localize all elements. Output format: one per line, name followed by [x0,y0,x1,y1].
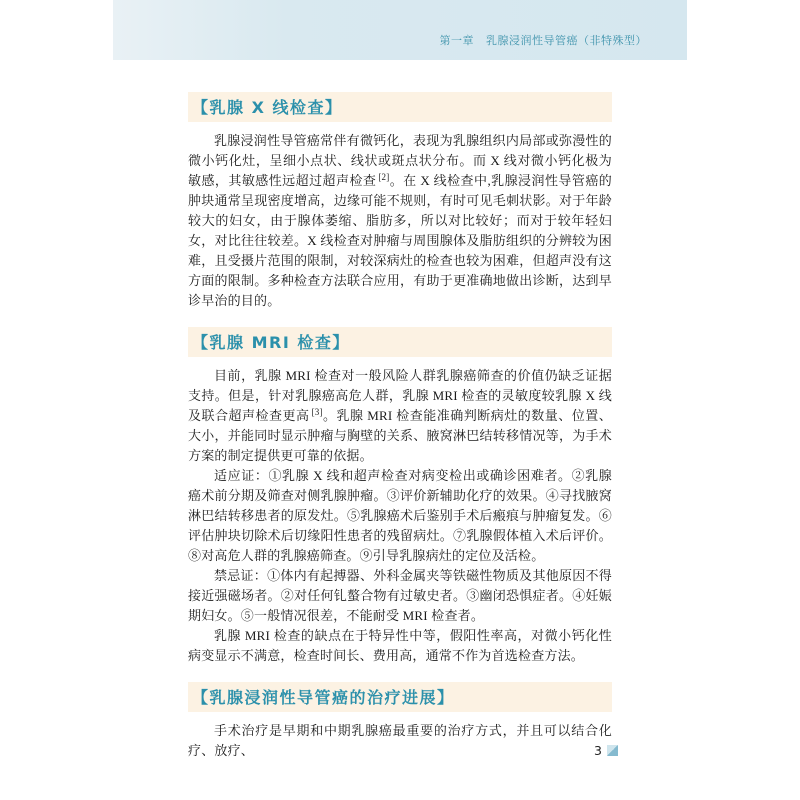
chapter-label: 第一章 [439,34,474,47]
paragraph-text: 。在 X 线检查中,乳腺浸润性导管癌的肿块通常呈现密度增高，边缘可能不规则，有时可见毛刺状影。对于年龄较大的妇女，由于腺体萎缩、脂肪多，所以对比较好；而对于较年轻妇女，对比往往较差。X 线检查对肿瘤与周围腺体及脂肪组织的分辨较为困难，且受摄片范围的限制，对较深病灶的检查也较为困难，但超声没有这方面的限制。多种检查方法联合应用，有助于更准确地做出诊断，达到早诊早治的目的。 [188,173,612,308]
section-heading-treatment-progress: 【乳腺浸润性导管癌的治疗进展】 [188,682,612,712]
page-number: 3 [594,743,602,758]
paragraph-mri-drawbacks: 乳腺 MRI 检查的缺点在于特异性中等，假阳性率高，对微小钙化性病变显示不满意，检查时间长、费用高，通常不作为首选检查方法。 [188,628,612,663]
page-content [188,60,612,761]
corner-square-icon [607,745,618,756]
section-heading-mri-exam: 【乳腺 MRI 检查】 [188,327,612,357]
paragraph-mri-intro [188,366,612,466]
paragraph-treatment: 手术治疗是早期和中期乳腺癌最重要的治疗方式，并且可以结合化疗、放疗、 [188,723,612,758]
paragraph-mri-contraindications: 禁忌证：①体内有起搏器、外科金属夹等铁磁性物质及其他原因不得接近强磁场者。②对任何钆螯合物有过敏史者。③幽闭恐惧症者。④妊娠期妇女。⑤一般情况很差，不能耐受 MRI 检查者。 [188,568,612,623]
citation-marker-3: [3] [311,406,323,417]
running-header-band [113,0,687,60]
paragraph-text: 。乳腺 MRI 检查能准确判断病灶的数量、位置、大小，并能同时显示肿瘤与胸壁的关系、腋窝淋巴结转移情况等，为手术方案的制定提供更可靠的依据。 [188,408,612,463]
paragraph-mri-indications: 适应证：①乳腺 X 线和超声检查对病变检出或确诊困难者。②乳腺癌术前分期及筛查对侧乳腺肿瘤。③评价新辅助化疗的效果。④寻找腋窝淋巴结转移患者的原发灶。⑤乳腺癌术后鉴别手术后瘢痕与肿瘤复发。⑥评估肿块切除术后切缘阳性患者的残留病灶。⑦乳腺假体植入术后评价。⑧对高危人群的乳腺癌筛查。⑨引导乳腺病灶的定位及活检。 [188,468,612,563]
page-footer [188,743,618,758]
paragraph-text: 乳腺浸润性导管癌常伴有微钙化，表现为乳腺组织内局部或弥漫性的微小钙化灶，呈细小点状、线状或斑点状分布。而 X 线对微小钙化极为敏感，其敏感性远超过超声检查 [188,133,612,188]
paragraph-xray [188,131,612,311]
chapter-title: 乳腺浸润性导管癌（非特殊型） [486,34,647,47]
section-heading-xray-exam: 【乳腺 X 线检查】 [188,92,612,122]
citation-marker-2: [2] [378,171,390,182]
paragraph-text: 目前，乳腺 MRI 检查对一般风险人群乳腺癌筛查的价值仍缺乏证据支持。但是，针对乳腺癌高危人群，乳腺 MRI 检查的灵敏度较乳腺 X 线及联合超声检查更高 [188,368,612,423]
